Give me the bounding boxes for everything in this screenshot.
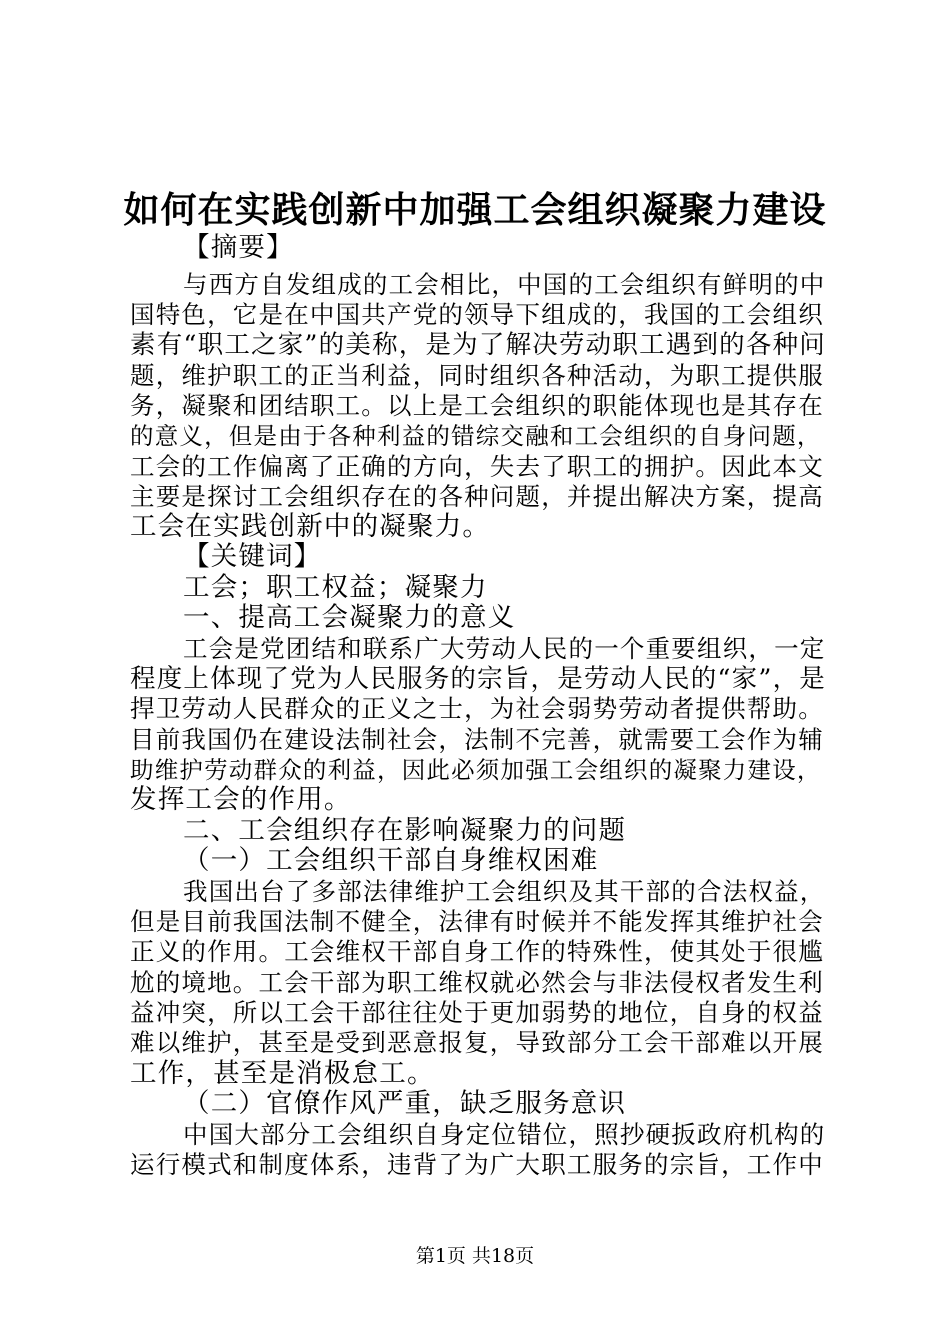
paragraph-line: 的意义，但是由于各种利益的错综交融和工会组织的自身问题，	[130, 422, 822, 450]
paragraph-line: 难以维护，甚至是受到恶意报复，导致部分工会干部难以开展	[130, 1028, 824, 1057]
paragraph-line: 题，维护职工的正当利益，同时组织各种活动，为职工提供服	[130, 361, 824, 390]
section-heading: 一、提高工会凝聚力的意义	[183, 602, 516, 633]
paragraph-line: 与西方自发组成的工会相比，中国的工会组织有鲜明的中	[183, 270, 826, 299]
paragraph-line: 尬的境地。工会干部为职工维权就必然会与非法侵权者发生利	[130, 968, 824, 997]
paragraph-line: 务，凝聚和团结职工。以上是工会组织的职能体现也是其存在	[130, 391, 824, 420]
paragraph-line: 正义的作用。工会维权干部自身工作的特殊性，使其处于很尴	[130, 937, 824, 966]
document-title: 如何在实践创新中加强工会组织凝聚力建设	[123, 189, 827, 231]
subsection-heading: （二）官僚作风严重，缺乏服务意识	[183, 1088, 627, 1119]
paragraph-line: 程度上体现了党为人民服务的宗旨，是劳动人民的“家”，是	[130, 664, 826, 694]
paragraph-line: 工会在实践创新中的凝聚力。	[130, 511, 491, 542]
paragraph-line: 但是目前我国法制不健全，法律有时候并不能发挥其维护社会	[130, 907, 824, 936]
paragraph-line: 助维护劳动群众的利益，因此必须加强工会组织的凝聚力建设，	[130, 756, 822, 784]
subsection-heading: （一）工会组织干部自身维权困难	[183, 845, 599, 876]
section-heading: 二、工会组织存在影响凝聚力的问题	[183, 815, 627, 846]
paragraph-line: 益冲突，所以工会干部往往处于更加弱势的地位，自身的权益	[130, 998, 824, 1027]
paragraph-line: 捍卫劳动人民群众的正义之士，为社会弱势劳动者提供帮助。	[130, 694, 824, 723]
paragraph-line: 运行模式和制度体系，违背了为广大职工服务的宗旨，工作中	[130, 1150, 824, 1179]
page-number-footer: 第1页 共18页	[415, 1245, 535, 1267]
paragraph-line: 国特色，它是在中国共产党的领导下组成的，我国的工会组织	[130, 300, 824, 329]
paragraph-line: 发挥工会的作用。	[130, 784, 352, 815]
paragraph-line: 我国出台了多部法律维护工会组织及其干部的合法权益，	[183, 877, 826, 906]
paragraph-line: 中国大部分工会组织自身定位错位，照抄硬扳政府机构的	[183, 1120, 826, 1149]
keywords-heading: 【关键词】	[183, 541, 322, 572]
paragraph-line: 主要是探讨工会组织存在的各种问题，并提出解决方案，提高	[130, 482, 824, 511]
paragraph-line: 目前我国仍在建设法制社会，法制不完善，就需要工会作为辅	[130, 725, 824, 754]
abstract-heading: 【摘要】	[183, 232, 294, 263]
paragraph-line: 素有“职工之家”的美称，是为了解决劳动职工遇到的各种问	[130, 330, 826, 360]
keywords-line: 工会；职工权益；凝聚力	[183, 572, 488, 603]
paragraph-line: 工会是党团结和联系广大劳动人民的一个重要组织，一定	[183, 634, 826, 663]
paragraph-line: 工作，甚至是消极怠工。	[130, 1058, 435, 1089]
paragraph-line: 工会的工作偏离了正确的方向，失去了职工的拥护。因此本文	[130, 452, 824, 481]
